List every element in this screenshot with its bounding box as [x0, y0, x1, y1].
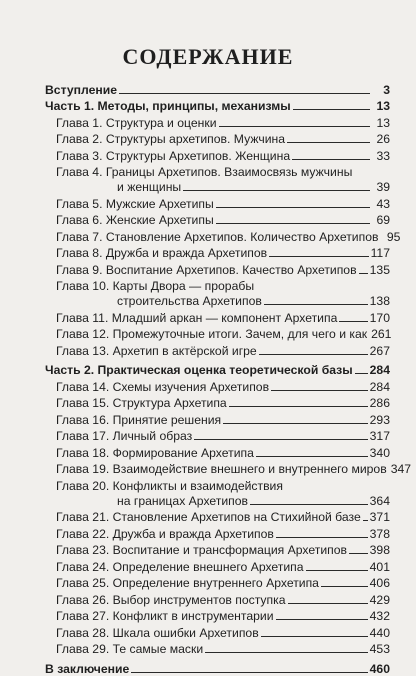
- toc-entry[interactable]: Глава 9. Воспитание Архетипов. Качество Архетипов 135: [56, 262, 390, 277]
- toc-entry[interactable]: Глава 1. Структура и оценки 13: [56, 115, 390, 130]
- toc-entry[interactable]: Глава 22. Дружба и вражда Архетипов 378: [56, 526, 390, 541]
- toc-entry[interactable]: Глава 25. Определение внутреннего Архетипа 406: [56, 576, 390, 590]
- leader-dots: [293, 108, 370, 110]
- leader-dots: [119, 92, 370, 94]
- toc-entry-part-2[interactable]: Часть 2. Практическая оценка теоретической базы 284: [45, 363, 390, 377]
- toc-entry[interactable]: Глава 10. Карты Двора — прорабы: [56, 279, 255, 293]
- toc-entry[interactable]: Глава 26. Выбор инструментов поступка 429: [56, 592, 390, 607]
- toc-title: СОДЕРЖАНИЕ: [122, 44, 294, 69]
- toc-entry[interactable]: Глава 6. Женские Архетипы 69: [56, 213, 390, 227]
- toc-entry[interactable]: Глава 2. Структуры архетипов. Мужчина 26: [56, 132, 390, 146]
- toc-entry[interactable]: Глава 4. Границы Архетипов. Взаимосвязь мужчины: [56, 165, 353, 179]
- toc-entry[interactable]: Глава 28. Шкала ошибки Архетипов 440: [56, 625, 390, 640]
- toc-entry-continuation[interactable]: на границах Архетипов 364: [117, 493, 390, 508]
- toc-entry[interactable]: Глава 15. Структура Архетипа 286: [56, 396, 390, 410]
- toc-entry-continuation[interactable]: и женщины 39: [117, 180, 390, 194]
- table-of-contents: [45, 80, 412, 676]
- toc-entry[interactable]: Глава 20. Конфликты и взаимодействия: [56, 478, 283, 493]
- toc-entry[interactable]: Глава 21. Становление Архетипов на Стихийной базе 371: [56, 510, 390, 524]
- toc-entry[interactable]: Глава 18. Формирование Архетипа 340: [56, 445, 390, 460]
- toc-entry[interactable]: Глава 16. Принятие решения 293: [56, 412, 390, 427]
- toc-entry[interactable]: Глава 24. Определение внешнего Архетипа 401: [56, 559, 390, 574]
- toc-entry-part-1[interactable]: Часть 1. Методы, принципы, механизмы 13: [45, 99, 390, 113]
- toc-entry[interactable]: Глава 5. Мужские Архетипы 43: [56, 196, 390, 211]
- toc-entry-intro[interactable]: Вступление 3: [45, 82, 390, 97]
- toc-entry[interactable]: Глава 12. Промежуточные итоги. Зачем, для чего и как 261: [56, 327, 392, 341]
- toc-entry[interactable]: Глава 27. Конфликт в инструментарии 432: [56, 609, 390, 623]
- toc-entry[interactable]: Глава 3. Структуры Архетипов. Женщина 33: [56, 148, 390, 163]
- toc-entry[interactable]: Глава 23. Воспитание и трансформация Архетипов 398: [56, 543, 390, 557]
- toc-entry-continuation[interactable]: строительства Архетипов 138: [117, 294, 390, 308]
- toc-entry[interactable]: Глава 19. Взаимодействие внешнего и внутреннего миров 347: [56, 462, 412, 476]
- toc-entry[interactable]: Глава 29. Те самые маски 453: [56, 642, 390, 656]
- toc-entry[interactable]: Глава 17. Личный образ 317: [56, 429, 390, 443]
- toc-entry[interactable]: Глава 13. Архетип в актёрской игре 267: [56, 343, 390, 358]
- toc-entry[interactable]: Глава 11. Младший аркан — компонент Архетипа 170: [56, 310, 390, 325]
- toc-entry[interactable]: Глава 8. Дружба и вражда Архетипов 117: [56, 246, 390, 260]
- toc-entry[interactable]: Глава 7. Становление Архетипов. Количество Архетипов 95: [56, 229, 401, 244]
- toc-entry-conclusion[interactable]: В заключение 460: [45, 661, 390, 676]
- toc-entry[interactable]: Глава 14. Схемы изучения Архетипов 284: [56, 379, 390, 394]
